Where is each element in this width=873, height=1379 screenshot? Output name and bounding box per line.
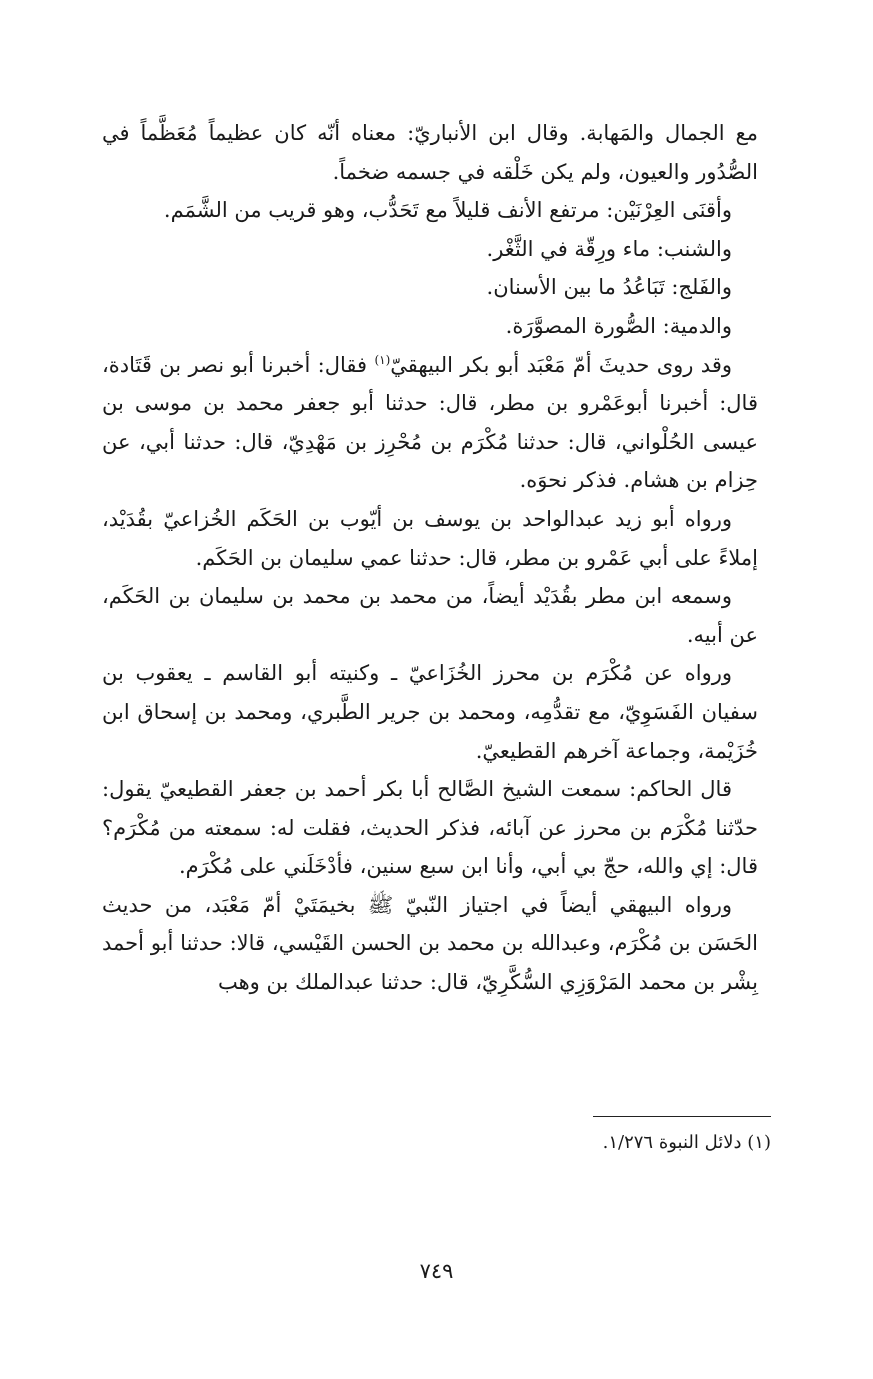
- paragraph-6: [102, 346, 758, 500]
- paragraph-5: والدمية: الصُّورة المصوَّرَة.: [505, 313, 732, 338]
- paragraph-3: والشنب: ماء ورِقّة في الثَّغْر.: [486, 236, 732, 261]
- paragraph-4: والفَلج: تَبَاعُدُ ما بين الأسنان.: [486, 275, 732, 300]
- paragraph-1: مع الجمال والمَهابة. وقال ابن الأنباريّ: معناه أنّه كان عظيماً مُعَظَّماً في الصُّدُور والعيون، ولم يكن خَلْقه في جسمه ضخماً.: [102, 121, 758, 184]
- paragraph-8: وسمعه ابن مطر بقُدَيْد أيضاً، من محمد بن محمد بن سليمان بن الحَكَم، عن أبيه.: [102, 584, 758, 647]
- footnote: (١) دلائل النبوة ١/٢٧٦.: [602, 1132, 771, 1153]
- footnote-reference[interactable]: (١): [374, 352, 391, 367]
- main-text: [102, 114, 758, 1002]
- paragraph-6-before-ref: وقد روى حديثَ أمّ مَعْبَد أبو بكر البيهقيّ: [390, 352, 732, 377]
- footnote-divider: [593, 1116, 771, 1117]
- paragraph-9: ورواه عن مُكْرَم بن محرز الخُزَاعيّ ـ وكنيته أبو القاسم ـ يعقوب بن سفيان الفَسَوِيّ، مع تقدُّمِه، ومحمد بن جرير الطَّبري، ومحمد بن إسحاق ابن خُزَيْمة، وجماعة آخرهم القطيعيّ.: [102, 661, 758, 763]
- paragraph-10: قال الحاكم: سمعت الشيخ الصَّالح أبا بكر أحمد بن جعفر القطيعيّ يقول: حدّثنا مُكْرَم بن محرز عن آبائه، فذكر الحديث، فقلت له: سمعته من مُكْرَم؟ قال: إي والله، حجّ بي أبي، وأنا ابن سبع سنين، فأدْخَلَني على مُكْرَم.: [102, 777, 758, 879]
- paragraph-2: وأقنَى العِرْنَيْن: مرتفع الأنف قليلاً مع تَحَدُّب، وهو قريب من الشَّمَم.: [163, 198, 732, 223]
- paragraph-6-after-ref: فقال: أخبرنا أبو نصر بن قَتَادة، قال: أخبرنا أبوعَمْرو بن مطر، قال: حدثنا أبو جعفر محمد بن موسى بن عيسى الحُلْواني، قال: حدثنا مُكْرَم بن مُحْرِز بن مَهْدِيّ، قال: حدثنا أبي، عن حِزام بن هشام. فذكر نحوَه.: [102, 352, 758, 493]
- paragraph-11: ورواه البيهقي أيضاً في اجتياز النّبيّ ﷺ بخيمَتَيْ أمّ مَعْبَد، من حديث الحَسَن بن مُكْرَم، وعبدالله بن محمد بن الحسن القَيْسي، قالا: حدثنا أبو أحمد بِشْر بن محمد المَرْوَزِي السُّكَّرِيّ، قال: حدثنا عبدالملك بن وهب: [102, 892, 758, 995]
- paragraph-7: ورواه أبو زيد عبدالواحد بن يوسف بن أيّوب بن الحَكَم الخُزاعيّ بقُدَيْد، إملاءً على أبي عَمْرو بن مطر، قال: حدثنا عمي سليمان بن الحَكَم.: [102, 506, 758, 570]
- page-number: ٧٤٩: [419, 1259, 454, 1283]
